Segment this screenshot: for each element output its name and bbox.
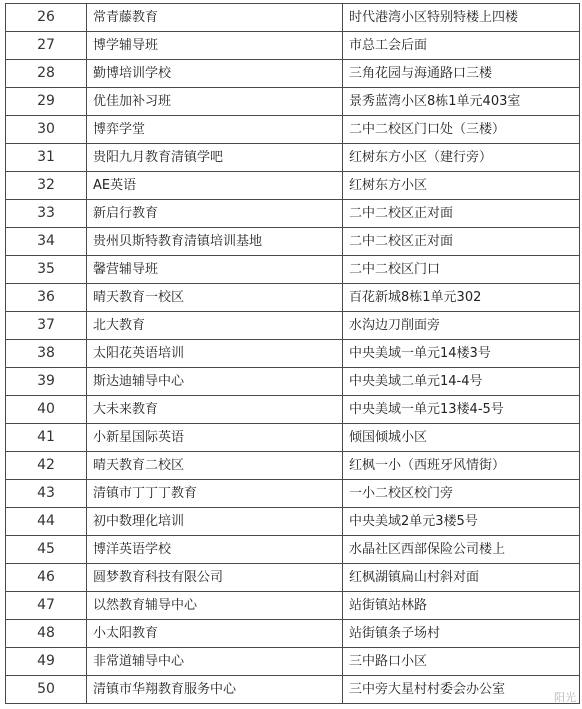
table-row xyxy=(6,620,580,648)
table-row xyxy=(6,116,580,144)
table-row xyxy=(6,256,580,284)
row-number: 46 xyxy=(6,564,87,592)
row-number: 36 xyxy=(6,284,87,312)
institution-name: 勤博培训学校 xyxy=(87,60,343,88)
institution-name: AE英语 xyxy=(87,172,343,200)
table-row xyxy=(6,88,580,116)
table-row xyxy=(6,396,580,424)
institution-name: 北大教育 xyxy=(87,312,343,340)
institution-name: 常青藤教育 xyxy=(87,4,343,32)
row-number: 34 xyxy=(6,228,87,256)
row-number: 39 xyxy=(6,368,87,396)
table-row xyxy=(6,368,580,396)
table-row xyxy=(6,508,580,536)
table-row xyxy=(6,480,580,508)
institution-address: 红枫一小（西班牙风情街） xyxy=(343,452,580,480)
institution-name: 以然教育辅导中心 xyxy=(87,592,343,620)
institution-name: 优佳加补习班 xyxy=(87,88,343,116)
institution-name: 晴天教育一校区 xyxy=(87,284,343,312)
institution-address: 二中二校区正对面 xyxy=(343,228,580,256)
institution-name: 圆梦教育科技有限公司 xyxy=(87,564,343,592)
institution-address: 红枫湖镇扁山村斜对面 xyxy=(343,564,580,592)
institution-address: 三中旁大星村村委会办公室 xyxy=(343,676,580,704)
institution-name: 非常道辅导中心 xyxy=(87,648,343,676)
institution-address: 时代港湾小区特别特楼上四楼 xyxy=(343,4,580,32)
table-row xyxy=(6,536,580,564)
institution-name: 贵阳九月教育清镇学吧 xyxy=(87,144,343,172)
institution-address: 景秀蓝湾小区8栋1单元403室 xyxy=(343,88,580,116)
institution-name: 小新星国际英语 xyxy=(87,424,343,452)
row-number: 49 xyxy=(6,648,87,676)
institution-address: 倾国倾城小区 xyxy=(343,424,580,452)
institution-name: 清镇市丁丁丁教育 xyxy=(87,480,343,508)
row-number: 26 xyxy=(6,4,87,32)
table-row xyxy=(6,200,580,228)
row-number: 38 xyxy=(6,340,87,368)
institution-name: 初中数理化培训 xyxy=(87,508,343,536)
row-number: 43 xyxy=(6,480,87,508)
table-row xyxy=(6,340,580,368)
institution-address: 水沟边刀削面旁 xyxy=(343,312,580,340)
institution-address: 二中二校区门口 xyxy=(343,256,580,284)
institution-address: 一小二校区校门旁 xyxy=(343,480,580,508)
institution-name: 博洋英语学校 xyxy=(87,536,343,564)
row-number: 45 xyxy=(6,536,87,564)
institution-address: 水晶社区西部保险公司楼上 xyxy=(343,536,580,564)
institution-address: 百花新城8栋1单元302 xyxy=(343,284,580,312)
row-number: 29 xyxy=(6,88,87,116)
institution-name: 博学辅导班 xyxy=(87,32,343,60)
institution-name: 馨营辅导班 xyxy=(87,256,343,284)
institution-address: 二中二校区正对面 xyxy=(343,200,580,228)
institution-name: 太阳花英语培训 xyxy=(87,340,343,368)
table-row xyxy=(6,172,580,200)
table-row xyxy=(6,564,580,592)
institution-address: 站街镇条子场村 xyxy=(343,620,580,648)
row-number: 50 xyxy=(6,676,87,704)
row-number: 32 xyxy=(6,172,87,200)
training-institution-table xyxy=(5,3,580,704)
institution-address: 中央美域2单元3楼5号 xyxy=(343,508,580,536)
row-number: 47 xyxy=(6,592,87,620)
institution-name: 小太阳教育 xyxy=(87,620,343,648)
institution-address: 中央美域一单元13楼4-5号 xyxy=(343,396,580,424)
watermark: 阳光 xyxy=(554,691,576,704)
row-number: 40 xyxy=(6,396,87,424)
table-row xyxy=(6,424,580,452)
table-row xyxy=(6,676,580,704)
institution-address: 红树东方小区（建行旁） xyxy=(343,144,580,172)
institution-name: 大未来教育 xyxy=(87,396,343,424)
institution-name: 新启行教育 xyxy=(87,200,343,228)
row-number: 48 xyxy=(6,620,87,648)
institution-name: 斯达迪辅导中心 xyxy=(87,368,343,396)
institution-name: 晴天教育二校区 xyxy=(87,452,343,480)
table-row xyxy=(6,228,580,256)
row-number: 35 xyxy=(6,256,87,284)
row-number: 33 xyxy=(6,200,87,228)
table-row xyxy=(6,648,580,676)
institution-address: 红树东方小区 xyxy=(343,172,580,200)
row-number: 37 xyxy=(6,312,87,340)
institution-address: 三中路口小区 xyxy=(343,648,580,676)
table-row xyxy=(6,144,580,172)
institution-address: 站街镇站林路 xyxy=(343,592,580,620)
row-number: 44 xyxy=(6,508,87,536)
table-row xyxy=(6,592,580,620)
institution-address: 三角花园与海通路口三楼 xyxy=(343,60,580,88)
institution-address: 中央美域二单元14-4号 xyxy=(343,368,580,396)
institution-address: 中央美域一单元14楼3号 xyxy=(343,340,580,368)
table-row xyxy=(6,284,580,312)
institution-address: 二中二校区门口处（三楼） xyxy=(343,116,580,144)
row-number: 30 xyxy=(6,116,87,144)
row-number: 28 xyxy=(6,60,87,88)
row-number: 42 xyxy=(6,452,87,480)
table-row xyxy=(6,4,580,32)
table-row xyxy=(6,312,580,340)
row-number: 41 xyxy=(6,424,87,452)
institution-name: 贵州贝斯特教育清镇培训基地 xyxy=(87,228,343,256)
table-row xyxy=(6,60,580,88)
institution-address: 市总工会后面 xyxy=(343,32,580,60)
institution-name: 清镇市华翔教育服务中心 xyxy=(87,676,343,704)
row-number: 27 xyxy=(6,32,87,60)
table-row xyxy=(6,32,580,60)
table-body xyxy=(6,4,580,704)
row-number: 31 xyxy=(6,144,87,172)
table-row xyxy=(6,452,580,480)
institution-name: 博弈学堂 xyxy=(87,116,343,144)
